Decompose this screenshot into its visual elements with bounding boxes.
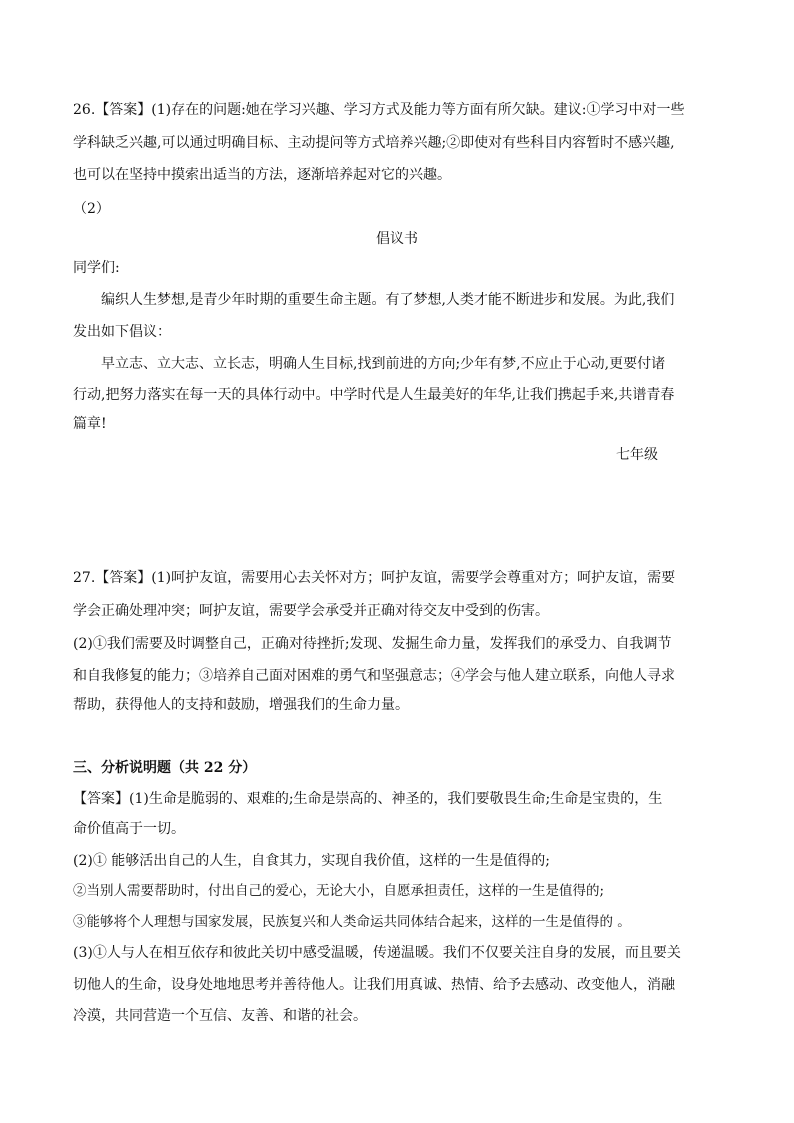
section-3-answer-line-3: (2)① 能够活出自己的人生，自食其力，实现自我价值，这样的一生是值得的; xyxy=(73,853,550,869)
section-3-answer-line-5: ③能够将个人理想与国家发展，民族复兴和人类命运共同体结合起来，这样的一生是值得的 。 xyxy=(73,914,631,930)
proposal-salutation: 同学们: xyxy=(73,260,120,276)
section-3-answer-line-1: 【答案】(1)生命是脆弱的、艰难的;生命是崇高的、神圣的，我们要敬畏生命;生命是宝贵的，生 xyxy=(73,791,663,807)
q26-answer-line-1: 26.【答案】(1)存在的问题:她在学习兴趣、学习方式及能力等方面有所欠缺。建议:①学习中对一些 xyxy=(73,102,685,118)
section-3-answer-line-4: ②当别人需要帮助时，付出自己的爱心，无论大小，自愿承担责任，这样的一生是值得的; xyxy=(73,883,605,899)
section-3-answer-line-7: 切他人的生命，设身处地地思考并善待他人。让我们用真诚、热情、给予去感动、改变他人，消融 xyxy=(73,977,675,993)
proposal-paragraph-2-line-2: 行动,把努力落实在每一天的具体行动中。中学时代是人生最美好的年华,让我们携起手来,共谱青春 xyxy=(73,387,675,403)
section-3-answer-line-8: 冷漠，共同营造一个互信、友善、和谐的社会。 xyxy=(73,1008,367,1024)
section-3-answer-line-2: 命价值高于一切。 xyxy=(73,821,185,837)
q27-answer-line-5: 帮助，获得他人的支持和鼓励，增强我们的生命力量。 xyxy=(73,697,409,713)
section-3-heading: 三、分析说明题（共 22 分） xyxy=(73,760,257,776)
proposal-paragraph-2-line-1: 早立志、立大志、立长志，明确人生目标,找到前进的方向;少年有梦,不应止于心动,更要付诸 xyxy=(101,356,666,372)
q26-answer-line-2: 学科缺乏兴趣,可以通过明确目标、主动提问等方式培养兴趣;②即使对有些科目内容暂时不感兴趣, xyxy=(73,135,675,151)
q27-answer-line-4: 和自我修复的能力；③培养自己面对困难的勇气和坚强意志；④学会与他人建立联系，向他人寻求 xyxy=(73,668,675,684)
proposal-signature: 七年级 xyxy=(616,447,658,463)
q26-answer-line-3: 也可以在坚持中摸索出适当的方法，逐渐培养起对它的兴趣。 xyxy=(73,167,451,183)
q27-answer-line-1: 27.【答案】(1)呵护友谊，需要用心去关怀对方；呵护友谊，需要学会尊重对方；呵护友谊，需要 xyxy=(73,570,676,586)
section-3-answer-line-6: (3)①人与人在相互依存和彼此关切中感受温暖，传递温暖。我们不仅要关注自身的发展，而且要关 xyxy=(73,945,681,961)
proposal-paragraph-1-line-1: 编织人生梦想,是青少年时期的重要生命主题。有了梦想,人类才能不断进步和发展。为此,我们 xyxy=(101,292,675,308)
q27-answer-line-3: (2)①我们需要及时调整自己，正确对待挫折;发现、发掘生命力量，发挥我们的承受力、自我调节 xyxy=(73,636,672,652)
proposal-title: 倡议书 xyxy=(376,231,418,247)
q26-part2-label: （2） xyxy=(73,201,110,217)
proposal-paragraph-1-line-2: 发出如下倡议： xyxy=(73,324,171,340)
q27-answer-line-2: 学会正确处理冲突；呵护友谊，需要学会承受并正确对待交友中受到的伤害。 xyxy=(73,603,549,619)
proposal-paragraph-2-line-3: 篇章! xyxy=(73,416,107,432)
